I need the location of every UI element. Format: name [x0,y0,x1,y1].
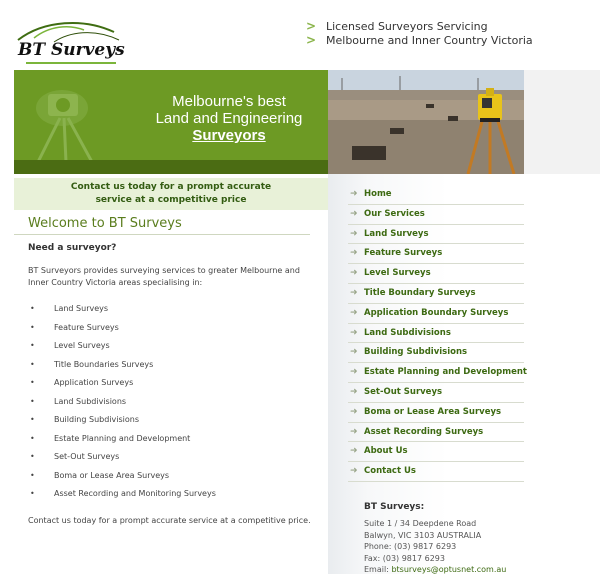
nav-item-label: Land Surveys [364,228,429,239]
tagline-line [306,20,596,34]
list-item-label: Estate Planning and Development [54,433,191,443]
fax-text: Fax: (03) 9817 6293 [364,553,445,563]
arrow-right-icon: ➜ [350,406,358,417]
tagline-text: Melbourne and Inner Country Victoria [326,34,533,47]
list-item [28,413,216,432]
list-item-label: Land Subdivisions [54,396,127,406]
list-item [28,321,216,340]
nav-item-estate-planning[interactable] [348,363,527,383]
contact-info-title: BT Surveys: [364,502,425,512]
bullet-icon: • [30,378,35,387]
section-heading: Need a surveyor? [28,243,117,253]
bullet-icon: • [30,433,35,443]
list-item-label: Level Surveys [54,341,110,350]
surveying-photo [328,70,524,174]
bullet-icon: • [30,470,35,480]
nav-item-level-surveys[interactable] [348,264,524,284]
banner-headline [134,93,324,144]
nav-item-boma-lease-area-surveys[interactable] [348,403,524,423]
email-link[interactable]: btsurveys@optusnet.com.au [391,565,507,574]
nav-item-set-out-surveys[interactable] [348,383,524,403]
list-item [28,432,216,451]
list-item-label: Set-Out Surveys [54,452,120,461]
tagline-text: Licensed Surveyors Servicing [326,20,488,33]
nav-item-label: Land Subdivisions [364,327,451,338]
logo[interactable] [14,18,124,68]
bullet-icon: • [30,359,35,369]
email-label: Email: [364,565,392,574]
nav-item-building-subdivisions[interactable] [348,343,524,363]
list-item [28,376,216,395]
chevron-right-icon: > [306,33,317,47]
arrow-right-icon: ➜ [350,287,358,298]
list-item-label: Title Boundaries Surveys [54,359,154,369]
banner-line-emphasis: Surveyors [192,127,266,144]
list-item [28,487,216,506]
nav-item-title-boundary-surveys[interactable] [348,284,524,304]
list-item [28,469,216,488]
list-item-label: Building Subdivisions [54,415,140,424]
hero-banner [14,70,328,174]
sidebar-nav [348,185,527,482]
tripod-watermark-icon [20,78,110,164]
divider [14,234,310,235]
bullet-icon: • [30,452,35,461]
closing-paragraph: Contact us today for a prompt accurate service at a competitive price. [28,516,311,525]
nav-item-label: Boma or Lease Area Surveys [364,406,502,417]
phone-text: Phone: (03) 9817 6293 [364,542,457,551]
bullet-icon: • [30,304,35,313]
logo-text: BT Surveys [18,40,125,60]
nav-item-label: Our Services [364,208,425,219]
arrow-right-icon: ➜ [350,228,358,239]
nav-item-label: Feature Surveys [364,248,443,259]
nav-item-application-boundary-surveys[interactable] [348,304,524,324]
list-item [28,339,216,358]
contact-cta [14,178,328,210]
banner-line: Melbourne's best [172,93,286,110]
nav-item-home[interactable] [348,185,524,205]
list-item [28,395,216,414]
arrow-right-icon: ➜ [350,268,358,279]
services-list [28,302,216,506]
nav-item-label: Estate Planning and Development [364,367,527,378]
arrow-right-icon: ➜ [350,307,358,318]
bullet-icon: • [30,415,35,424]
arrow-right-icon: ➜ [350,327,358,338]
nav-item-label: Asset Recording Surveys [364,426,484,437]
logo-underline [26,62,116,64]
list-item [28,450,216,469]
nav-item-land-subdivisions[interactable] [348,324,524,344]
banner-line: Land and Engineering [155,110,303,127]
bullet-icon: • [30,322,35,332]
list-item-label: Application Surveys [54,378,134,387]
arrow-right-icon: ➜ [350,426,358,437]
header [0,0,600,70]
banner-right-strip [524,70,600,174]
nav-item-label: About Us [364,446,408,457]
arrow-right-icon: ➜ [350,446,358,457]
arrow-right-icon: ➜ [350,248,358,259]
list-item-label: Land Surveys [54,304,109,313]
nav-item-label: Level Surveys [364,268,431,279]
bullet-icon: • [30,489,35,498]
nav-item-feature-surveys[interactable] [348,244,524,264]
arrow-right-icon: ➜ [350,347,358,358]
contact-cta-line: Contact us today for a prompt accurate [70,182,272,192]
arrow-right-icon: ➜ [350,386,358,397]
nav-item-our-services[interactable] [348,205,524,225]
arrow-right-icon: ➜ [350,208,358,219]
list-item-label: Asset Recording and Monitoring Surveys [54,489,216,498]
address-line: Suite 1 / 34 Deepdene Road [364,519,477,528]
arrow-right-icon: ➜ [350,367,358,378]
page-title: Welcome to BT Surveys [28,216,182,231]
tagline [306,20,596,48]
tagline-line [306,34,596,48]
list-item [28,302,216,321]
contact-cta-line: service at a competitive price [95,195,247,205]
banner-bottom-band [14,160,328,174]
arrow-right-icon: ➜ [350,466,358,477]
arrow-right-icon: ➜ [350,189,358,199]
nav-item-label: Title Boundary Surveys [364,287,476,298]
chevron-right-icon: > [306,19,317,33]
intro-paragraph: BT Surveyors provides surveying services to greater Melbourne and Inner Country Victoria areas specialising in: [28,266,300,287]
bullet-icon: • [30,396,35,406]
address-line: Balwyn, VIC 3103 AUSTRALIA [364,530,482,540]
nav-item-label: Building Subdivisions [364,347,468,358]
list-item-label: Boma or Lease Area Surveys [54,470,170,480]
nav-item-about-us[interactable] [348,442,524,462]
nav-item-label: Set-Out Surveys [364,386,443,397]
bullet-icon: • [30,341,35,350]
contact-info [364,502,600,576]
nav-item-label: Contact Us [364,466,416,477]
nav-item-asset-recording-surveys[interactable] [348,423,524,443]
nav-item-label: Home [364,189,392,199]
nav-item-label: Application Boundary Surveys [364,307,509,318]
list-item-label: Feature Surveys [54,322,119,332]
construction-site-image [328,70,524,174]
nav-item-land-surveys[interactable] [348,225,524,245]
list-item [28,358,216,377]
nav-item-contact-us[interactable] [348,462,524,482]
